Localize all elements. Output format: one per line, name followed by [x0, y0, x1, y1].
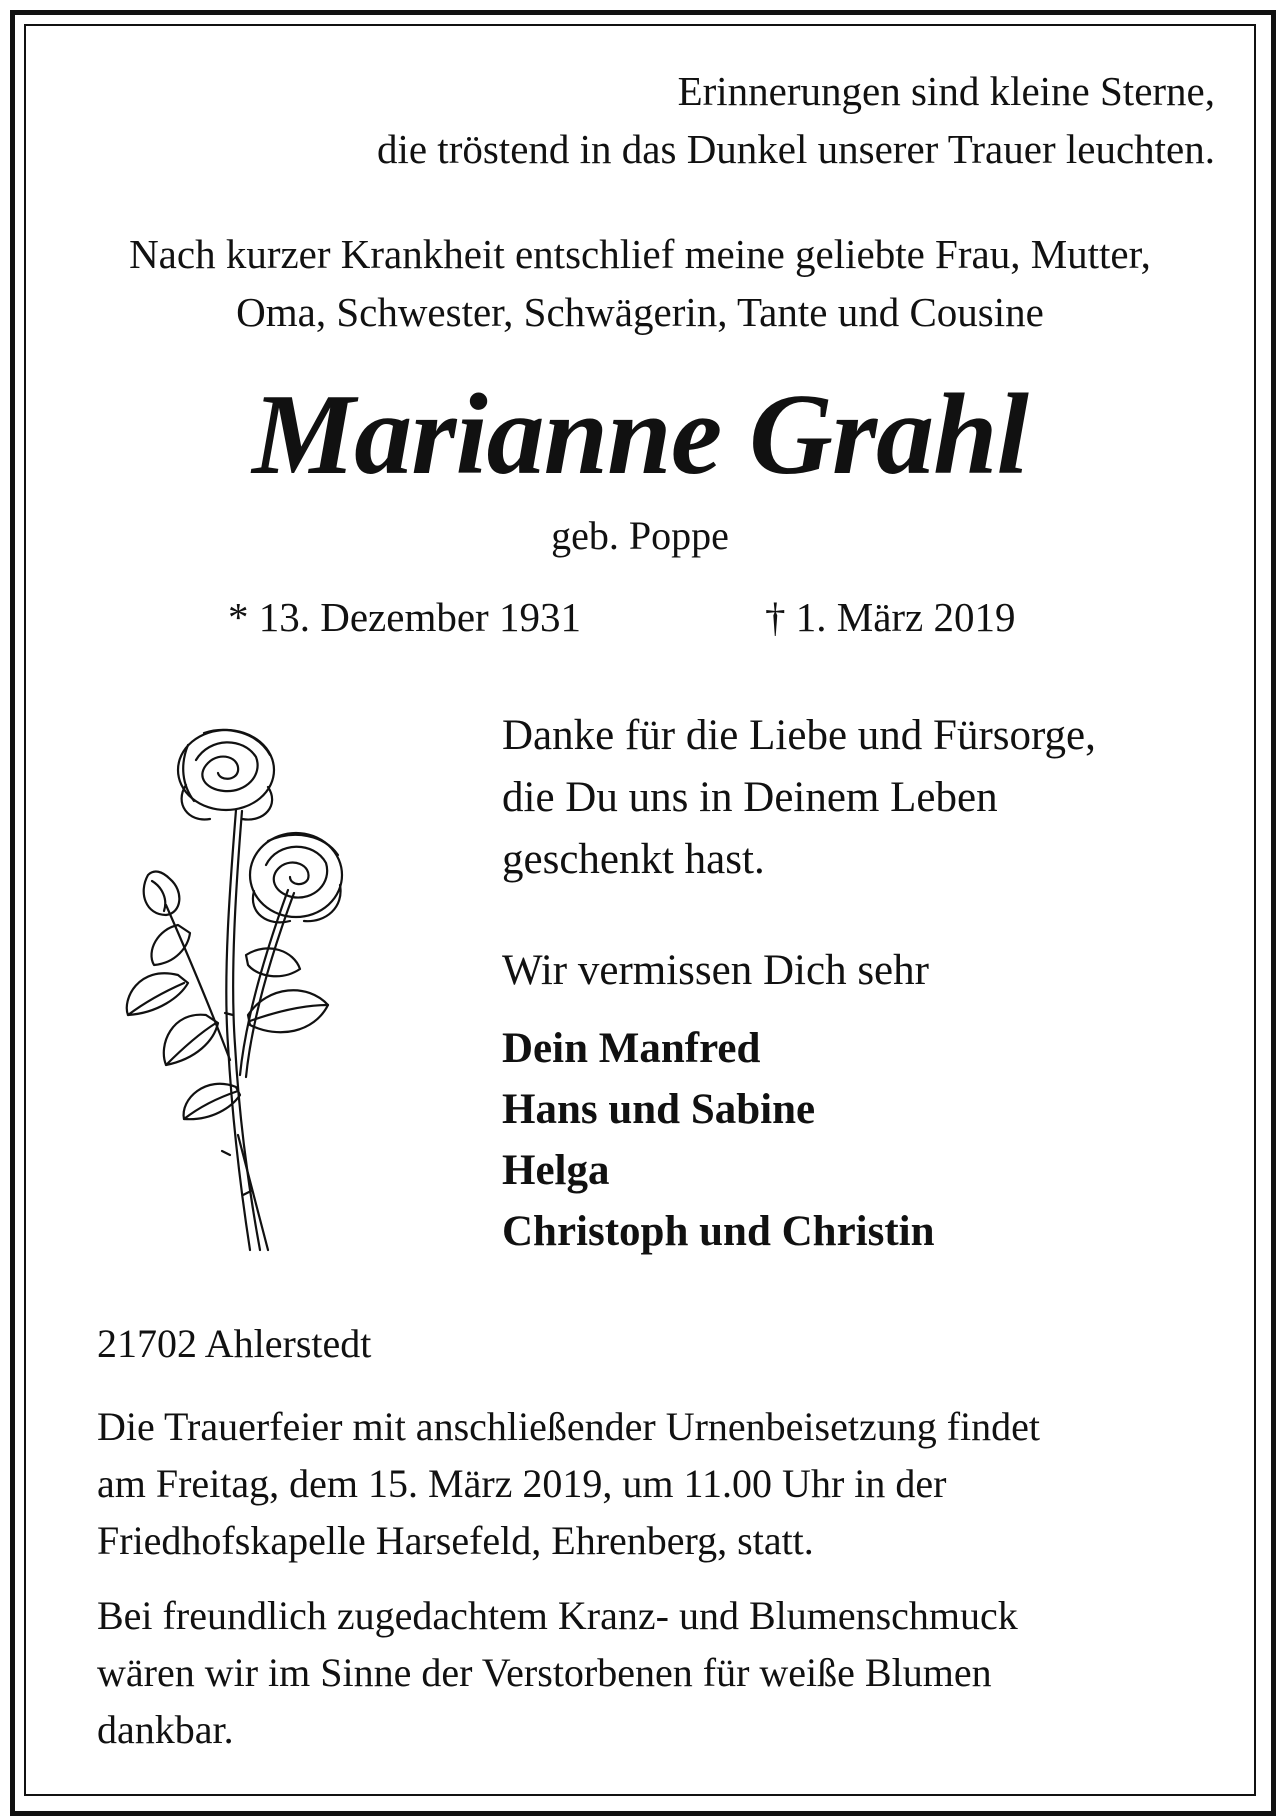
family-member: Dein Manfred [502, 1025, 761, 1072]
flowers-line: wären wir im Sinne der Verstorbenen für weiße Blumen [97, 1650, 992, 1695]
thanks-line: geschenkt hast. [502, 836, 765, 883]
flowers-note [97, 1587, 1227, 1758]
intro-line: Nach kurzer Krankheit entschlief meine geliebte Frau, Mutter, [129, 231, 1151, 277]
miss-line: Wir vermissen Dich sehr [502, 947, 929, 994]
flowers-line: dankbar. [97, 1707, 234, 1752]
thanks-line: die Du uns in Deinem Leben [502, 774, 998, 821]
maiden-name: geb. Poppe [551, 513, 729, 558]
deceased-name: Marianne Grahl [252, 371, 1028, 499]
flowers-line: Bei freundlich zugedachtem Kranz- und Blumenschmuck [97, 1593, 1018, 1638]
ceremony-line: Friedhofskapelle Harsefeld, Ehrenberg, statt. [97, 1518, 814, 1563]
intro-text [40, 225, 1240, 341]
intro-line: Oma, Schwester, Schwägerin, Tante und Cousine [236, 289, 1044, 335]
thanks-text [502, 705, 1242, 891]
ceremony-text [97, 1398, 1227, 1569]
motto [215, 62, 1215, 178]
family-list [502, 1018, 935, 1262]
family-member: Hans und Sabine [502, 1086, 816, 1133]
location: 21702 Ahlerstedt [97, 1321, 372, 1366]
ceremony-line: am Freitag, dem 15. März 2019, um 11.00 Uhr in der [97, 1461, 947, 1506]
motto-line: Erinnerungen sind kleine Sterne, [677, 68, 1215, 114]
motto-line: die tröstend in das Dunkel unserer Trauer leuchten. [376, 126, 1215, 172]
death-date: † 1. März 2019 [765, 594, 1016, 640]
family-member: Christoph und Christin [502, 1208, 935, 1255]
thanks-line: Danke für die Liebe und Fürsorge, [502, 712, 1096, 759]
roses-illustration-icon [118, 715, 368, 1260]
birth-date: * 13. Dezember 1931 [228, 594, 581, 640]
family-member: Helga [502, 1147, 610, 1194]
ceremony-line: Die Trauerfeier mit anschließender Urnenbeisetzung findet [97, 1404, 1041, 1449]
